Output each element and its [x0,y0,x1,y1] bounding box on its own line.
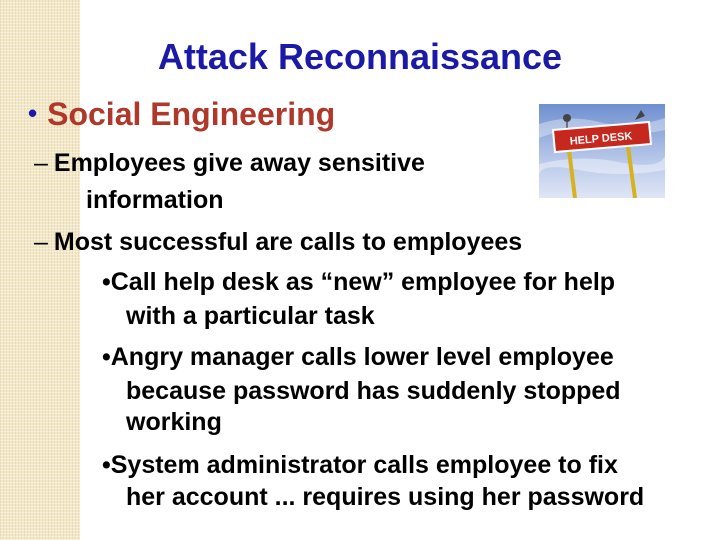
sub-item-text: Most successful are calls to employees [53,228,523,256]
example-sysadmin-line1: •System administrator calls employee to fix [102,451,618,479]
example-angry-manager-line2: because password has suddenly stopped [126,377,621,405]
example-sysadmin-line2: her account ... requires using her password [126,483,645,511]
example-angry-manager-line3: working [126,408,222,436]
sub-item-most-successful [34,225,522,259]
sub-item-text: Employees give away sensitive [53,149,425,177]
example-help-desk-line2: with a particular task [126,302,375,330]
bullet-marker: • [28,98,38,128]
dash-marker: – [34,228,48,256]
bullet-label: Social Engineering [47,96,336,132]
dash-marker: – [34,149,48,177]
help-desk-sign-icon [539,104,665,198]
sub-item-continuation: information [86,186,224,214]
example-angry-manager-line1: •Angry manager calls lower level employee [102,343,614,371]
bullet-social-engineering [28,96,335,133]
help-desk-sign-text: HELP DESK [569,130,633,148]
sub-item-employees [34,146,425,180]
decorative-side-band [0,0,80,540]
example-help-desk-line1: •Call help desk as “new” employee for help [102,268,616,296]
slide-title: Attack Reconnaissance [157,36,563,77]
